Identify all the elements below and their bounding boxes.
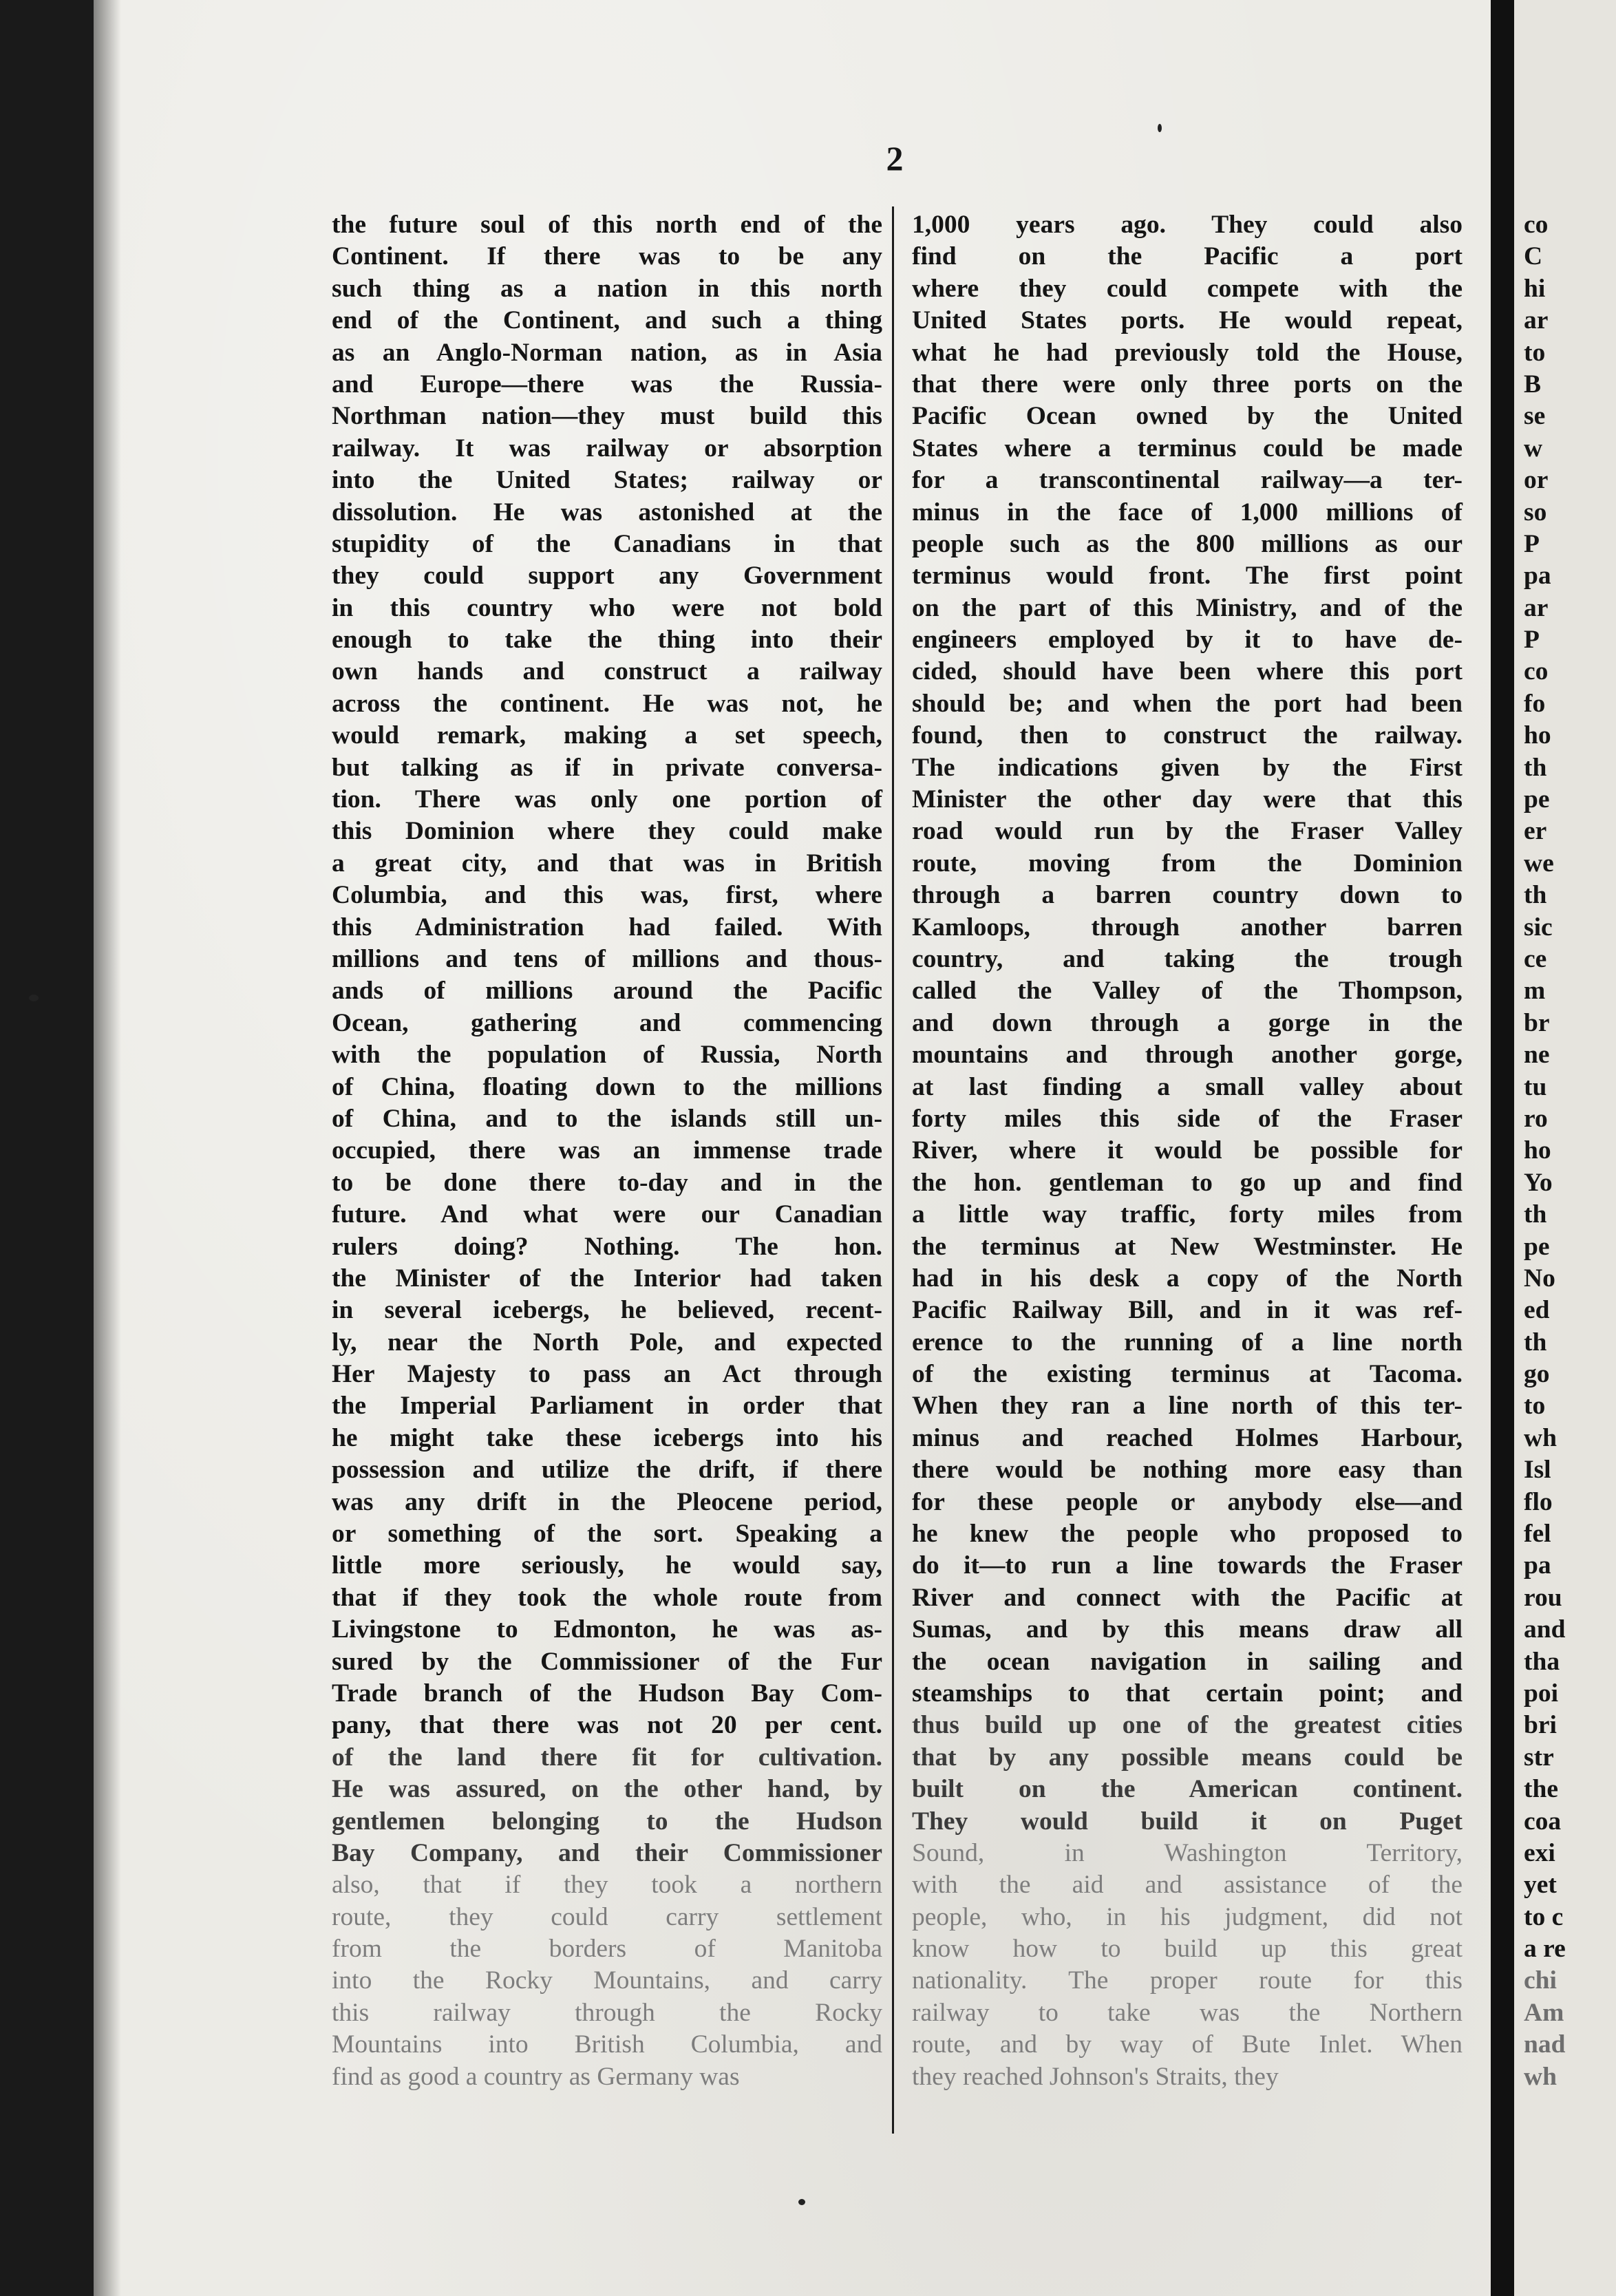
adjacent-text-fragment: a re <box>1524 1935 1566 1964</box>
adjacent-text-fragment: nad <box>1524 2030 1566 2059</box>
adjacent-text-fragment: and <box>1524 1615 1566 1644</box>
text-line: the Imperial Parliament in order that <box>332 1392 882 1421</box>
text-line: built on the American continent. <box>912 1775 1463 1804</box>
adjacent-text-fragment: chi <box>1524 1966 1557 1995</box>
text-line: for a transcontinental railway—a ter- <box>912 466 1463 495</box>
text-line: When they ran a line north of this ter- <box>912 1392 1463 1421</box>
text-line: to be done there to-day and in the <box>332 1168 882 1197</box>
text-line: and down through a gorge in the <box>912 1008 1463 1037</box>
text-line: with the population of Russia, North <box>332 1041 882 1070</box>
page-edge-shadow <box>94 0 121 2296</box>
text-line: tion. There was only one portion of <box>332 785 882 814</box>
text-line: end of the Continent, and such a thing <box>332 306 882 335</box>
adjacent-text-fragment: P <box>1524 529 1540 558</box>
text-line: people, who, in his judgment, did not <box>912 1902 1463 1931</box>
text-line: terminus would front. The first point <box>912 562 1463 591</box>
adjacent-text-fragment: th <box>1524 1200 1547 1229</box>
page-gutter <box>1491 0 1514 2296</box>
text-line: United States ports. He would repeat, <box>912 306 1463 335</box>
text-line: found, then to construct the railway. <box>912 721 1463 750</box>
text-line: people such as the 800 millions as our <box>912 529 1463 558</box>
text-line: at last finding a small valley about <box>912 1072 1463 1101</box>
adjacent-text-fragment: so <box>1524 498 1547 527</box>
text-line: Her Majesty to pass an Act through <box>332 1360 882 1389</box>
adjacent-text-fragment: to c <box>1524 1902 1564 1931</box>
adjacent-text-fragment: pe <box>1524 1232 1550 1261</box>
adjacent-text-fragment: or <box>1524 466 1549 495</box>
text-line: steamships to that certain point; and <box>912 1679 1463 1708</box>
adjacent-text-fragment: go <box>1524 1360 1550 1389</box>
text-line: cided, should have been where this port <box>912 657 1463 686</box>
text-line: a great city, and that was in British <box>332 849 882 878</box>
text-line: across the continent. He was not, he <box>332 689 882 718</box>
adjacent-text-fragment: th <box>1524 881 1547 910</box>
text-line: They would build it on Puget <box>912 1807 1463 1836</box>
text-line: Ocean, gathering and commencing <box>332 1008 882 1037</box>
adjacent-text-fragment: fo <box>1524 689 1546 718</box>
text-line: and Europe—there was the Russia- <box>332 370 882 398</box>
text-line: route, they could carry settlement <box>332 1902 882 1931</box>
text-line: such thing as a nation in this north <box>332 274 882 303</box>
text-line: as an Anglo-Norman nation, as in Asia <box>332 338 882 367</box>
adjacent-text-fragment: w <box>1524 434 1543 463</box>
adjacent-text-fragment: pa <box>1524 562 1551 591</box>
column-divider <box>892 206 894 2134</box>
text-line: what he had previously told the House, <box>912 338 1463 367</box>
adjacent-text-fragment: ho <box>1524 1136 1551 1165</box>
adjacent-text-fragment: ar <box>1524 306 1549 335</box>
text-line: States where a terminus could be made <box>912 434 1463 463</box>
text-line: in several icebergs, he believed, recent- <box>332 1296 882 1325</box>
adjacent-text-fragment: tu <box>1524 1072 1547 1101</box>
adjacent-text-fragment: coa <box>1524 1807 1562 1836</box>
text-line: do it—to run a line towards the Fraser <box>912 1551 1463 1580</box>
text-line: Livingstone to Edmonton, he was as- <box>332 1615 882 1644</box>
text-line: find on the Pacific a port <box>912 242 1463 271</box>
text-line: millions and tens of millions and thous- <box>332 944 882 973</box>
left-text-column <box>332 209 882 2093</box>
text-line: through a barren country down to <box>912 881 1463 910</box>
text-line: Minister the other day were that this <box>912 785 1463 814</box>
text-line: was any drift in the Pleocene period, <box>332 1487 882 1516</box>
text-line: of the existing terminus at Tacoma. <box>912 1360 1463 1389</box>
text-line: they reached Johnson's Straits, they <box>912 2062 1279 2091</box>
text-line: where they could compete with the <box>912 274 1463 303</box>
text-line: rulers doing? Nothing. The hon. <box>332 1232 882 1261</box>
text-line: 1,000 years ago. They could also <box>912 211 1463 239</box>
text-line: occupied, there was an immense trade <box>332 1136 882 1165</box>
text-line: stupidity of the Canadians in that <box>332 529 882 558</box>
text-line: that there were only three ports on the <box>912 370 1463 398</box>
text-line: this railway through the Rocky <box>332 1998 882 2027</box>
text-line: this Administration had failed. With <box>332 913 882 942</box>
text-line: from the borders of Manitoba <box>332 1935 882 1964</box>
text-line: of the land there fit for cultivation. <box>332 1743 882 1772</box>
text-line: with the aid and assistance of the <box>912 1871 1463 1900</box>
text-line: River and connect with the Pacific at <box>912 1583 1463 1612</box>
adjacent-text-fragment: pa <box>1524 1551 1551 1580</box>
text-line: the Minister of the Interior had taken <box>332 1264 882 1293</box>
adjacent-text-fragment: sic <box>1524 913 1553 942</box>
adjacent-text-fragment: to <box>1524 1392 1546 1421</box>
text-line: Bay Company, and their Commissioner <box>332 1838 882 1867</box>
text-line: own hands and construct a railway <box>332 657 882 686</box>
text-line: The indications given by the First <box>912 753 1463 782</box>
text-line: Trade branch of the Hudson Bay Com- <box>332 1679 882 1708</box>
adjacent-text-fragment: ho <box>1524 721 1551 750</box>
text-line: route, moving from the Dominion <box>912 849 1463 878</box>
text-line: ly, near the North Pole, and expected <box>332 1328 882 1357</box>
adjacent-text-fragment: hi <box>1524 274 1546 303</box>
text-line: River, where it would be possible for <box>912 1136 1463 1165</box>
text-line: Mountains into British Columbia, and <box>332 2030 882 2059</box>
text-line: engineers employed by it to have de- <box>912 626 1463 655</box>
text-line: into the United States; railway or <box>332 466 882 495</box>
text-line: of China, floating down to the millions <box>332 1072 882 1101</box>
text-line: enough to take the thing into their <box>332 626 882 655</box>
adjacent-text-fragment: co <box>1524 211 1549 239</box>
text-line: forty miles this side of the Fraser <box>912 1104 1463 1133</box>
text-line: pany, that there was not 20 per cent. <box>332 1711 882 1740</box>
adjacent-text-fragment: the <box>1524 1775 1558 1804</box>
text-line: this Dominion where they could make <box>332 817 882 846</box>
adjacent-text-fragment: se <box>1524 402 1546 431</box>
text-line: or something of the sort. Speaking a <box>332 1520 882 1549</box>
text-line: thus build up one of the greatest cities <box>912 1711 1463 1740</box>
text-line: know how to build up this great <box>912 1935 1463 1964</box>
adjacent-text-fragment: Am <box>1524 1998 1564 2027</box>
text-line: minus in the face of 1,000 millions of <box>912 498 1463 527</box>
text-line: they could support any Government <box>332 562 882 591</box>
text-line: should be; and when the port had been <box>912 689 1463 718</box>
adjacent-text-fragment: poi <box>1524 1679 1559 1708</box>
text-line: Columbia, and this was, first, where <box>332 881 882 910</box>
text-line: Northman nation—they must build this <box>332 402 882 431</box>
text-line: the terminus at New Westminster. He <box>912 1232 1463 1261</box>
text-line: that if they took the whole route from <box>332 1583 882 1612</box>
adjacent-text-fragment: th <box>1524 1328 1547 1357</box>
text-line: Kamloops, through another barren <box>912 913 1463 942</box>
scan-speck <box>29 995 39 1001</box>
adjacent-text-fragment: B <box>1524 370 1542 398</box>
text-line: Continent. If there was to be any <box>332 242 882 271</box>
text-line: a little way traffic, forty miles from <box>912 1200 1463 1229</box>
text-line: into the Rocky Mountains, and carry <box>332 1966 882 1995</box>
adjacent-text-fragment: ed <box>1524 1296 1550 1325</box>
adjacent-text-fragment: ne <box>1524 1041 1550 1070</box>
adjacent-text-fragment: wh <box>1524 1423 1557 1452</box>
adjacent-text-fragment: Yo <box>1524 1168 1553 1197</box>
text-line: also, that if they took a northern <box>332 1871 882 1900</box>
text-line: country, and taking the trough <box>912 944 1463 973</box>
text-line: the ocean navigation in sailing and <box>912 1647 1463 1676</box>
text-line: Sumas, and by this means draw all <box>912 1615 1463 1644</box>
adjacent-page <box>1514 0 1616 2296</box>
text-line: would remark, making a set speech, <box>332 721 882 750</box>
adjacent-text-fragment: exi <box>1524 1838 1555 1867</box>
adjacent-text-fragment: No <box>1524 1264 1555 1293</box>
scan-speck <box>798 2199 805 2205</box>
text-line: Pacific Railway Bill, and in it was ref- <box>912 1296 1463 1325</box>
text-line: railway to take was the Northern <box>912 1998 1463 2027</box>
text-line: but talking as if in private conversa- <box>332 753 882 782</box>
adjacent-text-fragment: str <box>1524 1743 1554 1772</box>
text-line: of China, and to the islands still un- <box>332 1104 882 1133</box>
text-line: dissolution. He was astonished at the <box>332 498 882 527</box>
scan-speck <box>1158 124 1162 132</box>
adjacent-text-fragment: rou <box>1524 1583 1562 1612</box>
right-text-column <box>912 209 1463 2093</box>
text-line: little more seriously, he would say, <box>332 1551 882 1580</box>
text-line: on the part of this Ministry, and of the <box>912 593 1463 622</box>
adjacent-text-fragment: ce <box>1524 944 1547 973</box>
text-line: he knew the people who proposed to <box>912 1520 1463 1549</box>
text-line: erence to the running of a line north <box>912 1328 1463 1357</box>
adjacent-text-fragment: co <box>1524 657 1549 686</box>
text-line: the hon. gentleman to go up and find <box>912 1168 1463 1197</box>
adjacent-text-fragment: pe <box>1524 785 1550 814</box>
adjacent-page-text <box>1514 209 1566 2093</box>
text-line: had in his desk a copy of the North <box>912 1264 1463 1293</box>
text-line: road would run by the Fraser Valley <box>912 817 1463 846</box>
adjacent-text-fragment: we <box>1524 849 1554 878</box>
adjacent-text-fragment: er <box>1524 817 1547 846</box>
text-line: mountains and through another gorge, <box>912 1041 1463 1070</box>
text-line: future. And what were our Canadian <box>332 1200 882 1229</box>
text-line: minus and reached Holmes Harbour, <box>912 1423 1463 1452</box>
text-line: gentlemen belonging to the Hudson <box>332 1807 882 1836</box>
text-line: that by any possible means could be <box>912 1743 1463 1772</box>
text-line: Pacific Ocean owned by the United <box>912 402 1463 431</box>
text-line: in this country who were not bold <box>332 593 882 622</box>
adjacent-text-fragment: Isl <box>1524 1456 1551 1485</box>
text-line: railway. It was railway or absorption <box>332 434 882 463</box>
text-line: there would be nothing more easy than <box>912 1456 1463 1485</box>
text-line: possession and utilize the drift, if there <box>332 1456 882 1485</box>
text-line: for these people or anybody else—and <box>912 1487 1463 1516</box>
text-line: He was assured, on the other hand, by <box>332 1775 882 1804</box>
adjacent-text-fragment: wh <box>1524 2062 1557 2091</box>
adjacent-text-fragment: th <box>1524 753 1547 782</box>
text-line: nationality. The proper route for this <box>912 1966 1463 1995</box>
text-line: called the Valley of the Thompson, <box>912 977 1463 1006</box>
text-line: find as good a country as Germany was <box>332 2062 740 2091</box>
adjacent-text-fragment: fel <box>1524 1520 1551 1549</box>
adjacent-text-fragment: yet <box>1524 1871 1557 1900</box>
text-line: he might take these icebergs into his <box>332 1423 882 1452</box>
text-line: sured by the Commissioner of the Fur <box>332 1647 882 1676</box>
text-line: route, and by way of Bute Inlet. When <box>912 2030 1463 2059</box>
text-line: ands of millions around the Pacific <box>332 977 882 1006</box>
adjacent-text-fragment: to <box>1524 338 1546 367</box>
text-line: the future soul of this north end of the <box>332 211 882 239</box>
page-number: 2 <box>886 139 904 178</box>
adjacent-text-fragment: br <box>1524 1008 1550 1037</box>
adjacent-text-fragment: flo <box>1524 1487 1553 1516</box>
adjacent-text-fragment: C <box>1524 242 1543 271</box>
adjacent-text-fragment: bri <box>1524 1711 1557 1740</box>
adjacent-text-fragment: tha <box>1524 1647 1560 1676</box>
adjacent-text-fragment: m <box>1524 977 1546 1006</box>
adjacent-text-fragment: ar <box>1524 593 1549 622</box>
text-line: Sound, in Washington Territory, <box>912 1838 1463 1867</box>
adjacent-text-fragment: P <box>1524 626 1540 655</box>
adjacent-text-fragment: ro <box>1524 1104 1548 1133</box>
